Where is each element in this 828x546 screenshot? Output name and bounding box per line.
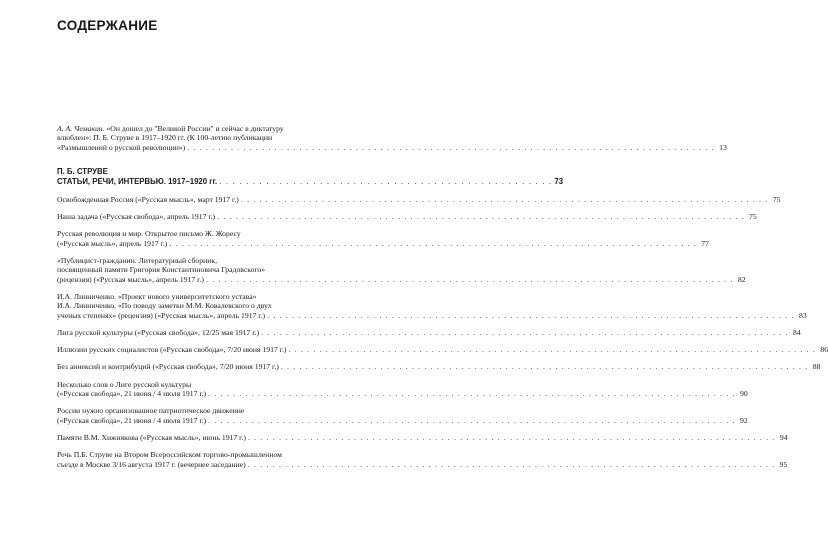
toc-entry-last-line [57,212,757,222]
toc-entry-line [57,124,368,133]
toc-entry[interactable] [57,450,788,469]
toc-entry[interactable] [57,194,781,204]
page-number: 83 [799,310,807,320]
section-title: СТАТЬИ, РЕЧИ, ИНТЕРВЬЮ. 1917–1920 гг. [57,176,218,186]
dot-leader [267,311,795,320]
page-number: 90 [740,389,748,399]
entry-text: «Он дошел до "Великой России" и сейчас в диктатуру [104,124,284,133]
dot-leader [281,362,809,371]
toc-entry[interactable] [57,379,748,399]
page-title: СОДЕРЖАНИЕ [57,18,158,33]
entry-text: Памяти В.М. Хижнякова («Русская мысль», июнь 1917 г.) [57,432,246,442]
entry-text: («Русская свобода», 21 июня / 4 июля 1917 г.) [57,389,207,399]
toc-entry[interactable] [57,291,807,320]
section-author: П. Б. СТРУВЕ [57,166,108,176]
toc-entry[interactable] [57,406,748,425]
toc-entry[interactable] [57,256,746,284]
page-number: 95 [779,459,788,469]
toc-entry[interactable] [57,362,821,372]
page-number: 75 [749,212,757,222]
toc-entry-line: России нужно организованное патриотическое движение [57,406,245,416]
entry-text: Лига русской культуры («Русская свобода», 12/25 мая 1917 г.) [57,327,260,337]
entry-text: Без аннексий и контрибуций («Русская свобода», 7/20 июня 1917 г.) [57,362,279,372]
entry-text: Освобожденная Россия («Русская мысль», март 1917 г.) [57,194,239,204]
entry-author: А. А. Чемакин. [57,124,105,133]
page-number: 84 [792,327,801,337]
toc-entry-last-line [57,345,828,355]
toc-entry[interactable] [57,345,828,355]
dot-leader [248,460,776,469]
page-number: 88 [812,362,821,372]
table-of-contents [57,124,828,469]
dot-leader: . . . . . . . . . . . . . . . . . . . . . . . . . . . . . . . . . . . . . . . . . . . . . . . . . . [219,176,553,186]
dot-leader [187,143,715,152]
toc-entry-last-line [57,327,801,337]
toc-entry-last-line [57,194,781,204]
toc-entry-line: Речь П.Б. Струве на Втором Всероссийском торгово-промышленном [57,450,282,460]
toc-entry[interactable] [57,229,709,248]
section-title-line [57,176,564,187]
dot-leader [288,345,816,354]
page-number: 86 [820,345,828,355]
page-number: 75 [772,194,781,204]
dot-leader [248,433,776,442]
dot-leader [217,212,745,221]
toc-entry-intro[interactable] [57,124,727,152]
toc-entry-last-line [57,389,748,399]
dot-leader [206,275,734,284]
dot-leader [169,239,697,248]
dot-leader [261,328,789,337]
toc-entry-line: Русская революция и мир. Открытое письмо Ж. Жоресу [57,229,241,239]
page-number: 94 [779,432,788,442]
page-number: 92 [740,415,748,425]
page-number: 77 [701,238,709,248]
dot-leader [208,389,736,398]
toc-entry-last-line [57,415,748,425]
toc-entry-line: влюблен»: П. Б. Струве в 1917–1920 гг. (К 100-летию публикации [57,133,273,143]
toc-entry-line: И.А. Линниченко. «Проект нового университетского устава» [57,291,257,301]
page-number: 13 [719,142,727,152]
entry-text: съезде в Москве 3/16 августа 1917 г. (вечернее заседание) [57,459,246,469]
toc-entry-last-line [57,142,727,152]
entry-text: ученых степенях» (рецензия) («Русская мысль», апрель 1917 г.) [57,310,266,320]
section-heading[interactable] [57,166,564,187]
toc-entry-last-line [57,238,709,248]
entry-text: («Русская свобода», 21 июня / 4 июля 1917 г.) [57,415,207,425]
toc-entry[interactable] [57,432,788,442]
toc-entries [57,194,828,469]
toc-entry-line: посвященный памяти Григория Константиновича Градовского» [57,265,266,275]
entry-text: Наша задача («Русская свобода», апрель 1917 г.) [57,212,216,222]
entry-text: («Русская мысль», апрель 1917 г.) [57,238,168,248]
entry-text: (рецензия) («Русская мысль», апрель 1917 г.) [57,274,204,284]
toc-entry-line: «Публицист-гражданин. Литературный сборник, [57,256,218,266]
toc-entry-last-line [57,432,788,442]
toc-entry[interactable] [57,212,757,222]
toc-entry-last-line [57,459,788,469]
toc-entry-line: Несколько слов о Лиге русской культуры [57,379,192,389]
dot-leader [208,416,736,425]
toc-entry-last-line [57,274,746,284]
entry-text: «Размышлений о русской революции») [57,142,186,152]
toc-entry-last-line [57,362,821,372]
entry-text: Иллюзии русских социалистов («Русская свобода», 7/20 июня 1917 г.) [57,345,287,355]
page-number: 73 [554,176,564,186]
toc-entry[interactable] [57,327,801,337]
toc-entry-last-line [57,310,807,320]
toc-entry-line: И.А. Линниченко. «По поводу заметки М.М. Ковалевского о двух [57,301,272,311]
dot-leader [241,195,769,204]
page-number: 82 [737,274,746,284]
